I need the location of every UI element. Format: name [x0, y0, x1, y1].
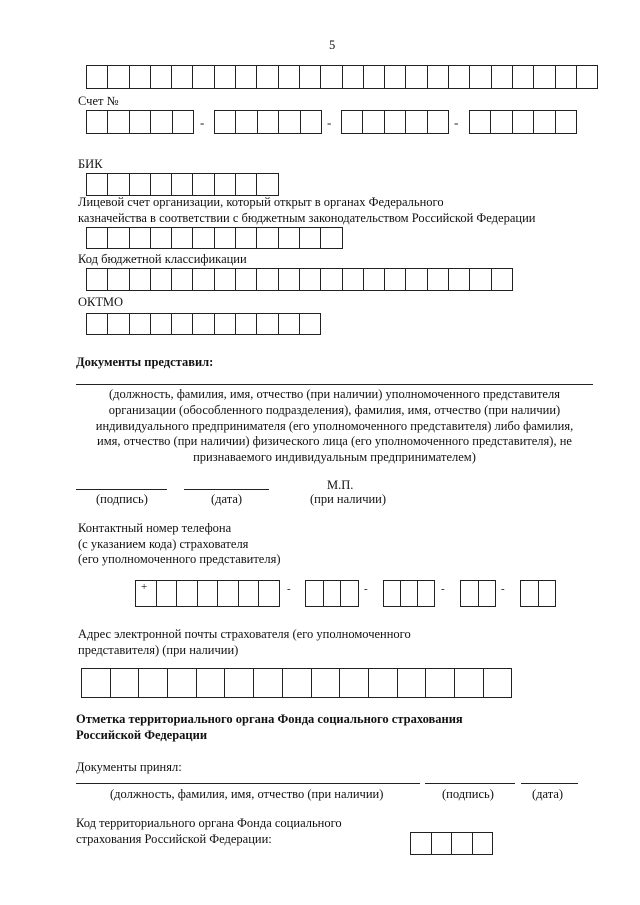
input-cell[interactable] [130, 268, 151, 291]
accepted-date-line[interactable] [521, 783, 578, 784]
input-cell[interactable] [193, 227, 214, 249]
input-cell[interactable] [306, 580, 324, 607]
personal-account-label-line-2: казначейства в соответствии с бюджетным законодательством Российской Федерации [78, 211, 536, 225]
input-cell[interactable] [513, 110, 534, 134]
input-cell[interactable] [432, 832, 453, 855]
input-cell[interactable] [406, 65, 427, 89]
input-cell[interactable] [236, 173, 257, 196]
input-cell[interactable] [130, 110, 151, 134]
input-cell[interactable] [257, 268, 278, 291]
input-cell[interactable] [534, 65, 555, 89]
input-cell[interactable] [254, 668, 283, 698]
input-cell[interactable] [340, 668, 369, 698]
input-cell[interactable] [239, 580, 260, 607]
input-cell[interactable] [534, 110, 555, 134]
account-cells-group-2[interactable] [214, 110, 322, 134]
submitted-stamp-label: М.П. [327, 478, 354, 492]
input-cell[interactable] [279, 227, 300, 249]
input-cell[interactable] [449, 65, 470, 89]
input-cell[interactable] [108, 65, 129, 89]
input-cell[interactable] [279, 313, 300, 335]
phone-separator-2: - [364, 583, 368, 595]
input-cell[interactable] [218, 580, 239, 607]
input-cell[interactable] [279, 110, 300, 134]
input-cell[interactable] [428, 268, 449, 291]
input-cell[interactable] [473, 832, 494, 855]
submitted-note-line-1: (должность, фамилия, имя, отчество (при наличии) уполномоченного представителя [109, 387, 560, 401]
input-cell[interactable] [411, 832, 432, 855]
input-cell[interactable] [300, 227, 321, 249]
phone-cells-code[interactable] [305, 580, 359, 607]
input-cell[interactable] [491, 110, 512, 134]
phone-plus-sign: + [141, 581, 148, 593]
input-cell[interactable] [342, 110, 363, 134]
input-cell[interactable] [300, 65, 321, 89]
input-cell[interactable] [364, 268, 385, 291]
submitted-date-line[interactable] [184, 489, 269, 490]
input-cell[interactable] [151, 313, 172, 335]
input-cell[interactable] [108, 110, 129, 134]
input-cell[interactable] [82, 668, 111, 698]
account-separator-3: - [454, 115, 459, 130]
email-label-line-2: представителя) (при наличии) [78, 643, 239, 657]
input-cell[interactable] [321, 268, 342, 291]
input-cell[interactable] [455, 668, 484, 698]
page-number: 5 [329, 38, 336, 52]
account-separator-1: - [200, 115, 205, 130]
fss-mark-heading-line-1: Отметка территориального органа Фонда социального страхования [76, 712, 463, 726]
submitted-heading: Документы представил: [76, 355, 214, 369]
input-cell[interactable] [556, 110, 577, 134]
kbk-label: Код бюджетной классификации [78, 252, 247, 266]
submitted-stamp-note: (при наличии) [310, 492, 387, 506]
input-cell[interactable] [556, 65, 577, 89]
input-cell[interactable] [168, 668, 197, 698]
personal-account-label-line-1: Лицевой счет организации, который открыт в органах Федерального [78, 195, 444, 209]
accepted-position-line[interactable] [76, 783, 420, 784]
input-cell[interactable] [87, 268, 108, 291]
input-cell[interactable] [257, 313, 278, 335]
input-cell[interactable] [151, 110, 172, 134]
phone-label-line-3: (его уполномоченного представителя) [78, 552, 281, 566]
input-cell[interactable] [343, 268, 364, 291]
input-cell[interactable] [108, 313, 129, 335]
input-cell[interactable] [259, 580, 280, 607]
phone-cells-part-1[interactable] [383, 580, 435, 607]
personal-account-cells[interactable] [86, 227, 343, 249]
input-cell[interactable] [193, 268, 214, 291]
input-cell[interactable] [484, 668, 513, 698]
accepted-label: Документы принял: [76, 760, 182, 774]
input-cell[interactable] [479, 580, 497, 607]
input-cell[interactable] [364, 65, 385, 89]
accepted-position-caption: (должность, фамилия, имя, отчество (при наличии) [110, 787, 384, 801]
accepted-signature-line[interactable] [425, 783, 515, 784]
input-cell[interactable] [384, 580, 401, 607]
input-cell[interactable] [428, 110, 449, 134]
oktmo-label: ОКТМО [78, 295, 123, 309]
input-cell[interactable] [406, 110, 427, 134]
oktmo-cells[interactable] [86, 313, 321, 335]
input-cell[interactable] [236, 268, 257, 291]
input-cell[interactable] [177, 580, 198, 607]
input-cell[interactable] [87, 110, 108, 134]
submitted-signature-line[interactable] [76, 489, 167, 490]
input-cell[interactable] [197, 668, 226, 698]
input-cell[interactable] [236, 110, 257, 134]
input-cell[interactable] [215, 313, 236, 335]
input-cell[interactable] [257, 173, 278, 196]
account-cells-group-3[interactable] [341, 110, 449, 134]
input-cell[interactable] [193, 173, 214, 196]
input-cell[interactable] [257, 227, 278, 249]
input-cell[interactable] [215, 268, 236, 291]
input-cell[interactable] [257, 65, 278, 89]
input-cell[interactable] [225, 668, 254, 698]
bik-cells[interactable] [86, 173, 279, 196]
input-cell[interactable] [172, 227, 193, 249]
email-cells[interactable] [81, 668, 512, 698]
input-cell[interactable] [470, 110, 491, 134]
input-cell[interactable] [513, 65, 534, 89]
input-cell[interactable] [172, 268, 193, 291]
input-cell[interactable] [401, 580, 418, 607]
account-label: Счет № [78, 94, 119, 108]
input-cell[interactable] [385, 110, 406, 134]
phone-label-line-1: Контактный номер телефона [78, 521, 232, 535]
input-cell[interactable] [279, 268, 300, 291]
input-cell[interactable] [193, 65, 214, 89]
input-cell[interactable] [108, 227, 129, 249]
input-cell[interactable] [492, 268, 513, 291]
input-cell[interactable] [406, 268, 427, 291]
phone-separator-4: - [501, 583, 505, 595]
phone-separator-1: - [287, 583, 291, 595]
input-cell[interactable] [363, 110, 384, 134]
input-cell[interactable] [130, 313, 151, 335]
input-cell[interactable] [215, 173, 236, 196]
input-cell[interactable] [418, 580, 435, 607]
email-label-line-1: Адрес электронной почты страхователя (его уполномоченного [78, 627, 411, 641]
input-cell[interactable] [130, 65, 151, 89]
submitted-note-line-5: признаваемого индивидуальным предпринимателем) [193, 450, 476, 464]
input-cell[interactable] [151, 173, 172, 196]
input-cell[interactable] [236, 65, 257, 89]
fss-code-label-line-2: страхования Российской Федерации: [76, 832, 272, 846]
input-cell[interactable] [300, 313, 321, 335]
input-cell[interactable] [279, 65, 300, 89]
phone-separator-3: - [441, 583, 445, 595]
kbk-cells[interactable] [86, 268, 513, 291]
input-cell[interactable] [428, 65, 449, 89]
input-cell[interactable] [173, 110, 194, 134]
input-cell[interactable] [87, 173, 108, 196]
input-cell[interactable] [172, 65, 193, 89]
input-cell[interactable] [236, 227, 257, 249]
input-cell[interactable] [130, 173, 151, 196]
input-cell[interactable] [343, 65, 364, 89]
fss-code-cells[interactable] [410, 832, 493, 855]
input-cell[interactable] [236, 313, 257, 335]
input-cell[interactable] [398, 668, 427, 698]
accepted-date-caption: (дата) [532, 787, 564, 801]
input-cell[interactable] [258, 110, 279, 134]
input-cell[interactable] [369, 668, 398, 698]
account-cells-group-1[interactable] [86, 110, 194, 134]
input-cell[interactable] [108, 173, 129, 196]
input-cell[interactable] [215, 227, 236, 249]
input-cell[interactable] [283, 668, 312, 698]
phone-label-line-2: (с указанием кода) страхователя [78, 537, 249, 551]
input-cell[interactable] [452, 832, 473, 855]
input-cell[interactable] [521, 580, 539, 607]
input-cell[interactable] [151, 268, 172, 291]
input-cell[interactable] [172, 313, 193, 335]
input-cell[interactable] [324, 580, 342, 607]
input-cell[interactable] [492, 65, 513, 89]
input-cell[interactable] [539, 580, 557, 607]
input-cell[interactable] [215, 65, 236, 89]
input-cell[interactable] [157, 580, 178, 607]
submitted-date-caption: (дата) [211, 492, 243, 506]
submitted-note-line-4: имя, отчество (при наличии) физического лица (его уполномоченного представителя), не [97, 434, 572, 448]
submitted-note-line-2: организации (обособленного подразделения), фамилия, имя, отчество (при наличии) [108, 403, 561, 417]
input-cell[interactable] [87, 227, 108, 249]
phone-cells-country[interactable] [135, 580, 280, 607]
input-cell[interactable] [301, 110, 322, 134]
input-cell[interactable] [108, 268, 129, 291]
input-cell[interactable] [470, 65, 491, 89]
accepted-signature-caption: (подпись) [442, 787, 494, 801]
input-cell[interactable] [341, 580, 359, 607]
fss-code-label-line-1: Код территориального органа Фонда социального [76, 816, 342, 830]
input-cell[interactable] [470, 268, 491, 291]
input-cell[interactable] [312, 668, 341, 698]
input-cell[interactable] [87, 313, 108, 335]
input-cell[interactable] [300, 268, 321, 291]
submitted-note-line-3: индивидуального предпринимателя (его уполномоченного представителя) либо фамилия, [95, 419, 574, 433]
input-cell[interactable] [321, 227, 342, 249]
input-cell[interactable] [87, 65, 108, 89]
submitted-position-line[interactable] [76, 384, 593, 385]
input-cell[interactable] [215, 110, 236, 134]
input-cell[interactable] [198, 580, 219, 607]
fss-mark-heading-line-2: Российской Федерации [76, 728, 208, 742]
input-cell[interactable] [385, 65, 406, 89]
input-cell[interactable] [172, 173, 193, 196]
input-cell[interactable] [130, 227, 151, 249]
input-cell[interactable] [151, 227, 172, 249]
top-cells-row[interactable] [86, 65, 598, 89]
account-separator-2: - [327, 115, 332, 130]
input-cell[interactable] [449, 268, 470, 291]
input-cell[interactable] [426, 668, 455, 698]
input-cell[interactable] [151, 65, 172, 89]
phone-cells-part-3[interactable] [520, 580, 556, 607]
account-cells-group-4[interactable] [469, 110, 577, 134]
input-cell[interactable] [461, 580, 479, 607]
input-cell[interactable] [111, 668, 140, 698]
bik-label: БИК [78, 157, 103, 171]
input-cell[interactable] [577, 65, 598, 89]
phone-cells-part-2[interactable] [460, 580, 496, 607]
input-cell[interactable] [193, 313, 214, 335]
input-cell[interactable] [321, 65, 342, 89]
input-cell[interactable] [385, 268, 406, 291]
submitted-signature-caption: (подпись) [96, 492, 148, 506]
input-cell[interactable] [139, 668, 168, 698]
